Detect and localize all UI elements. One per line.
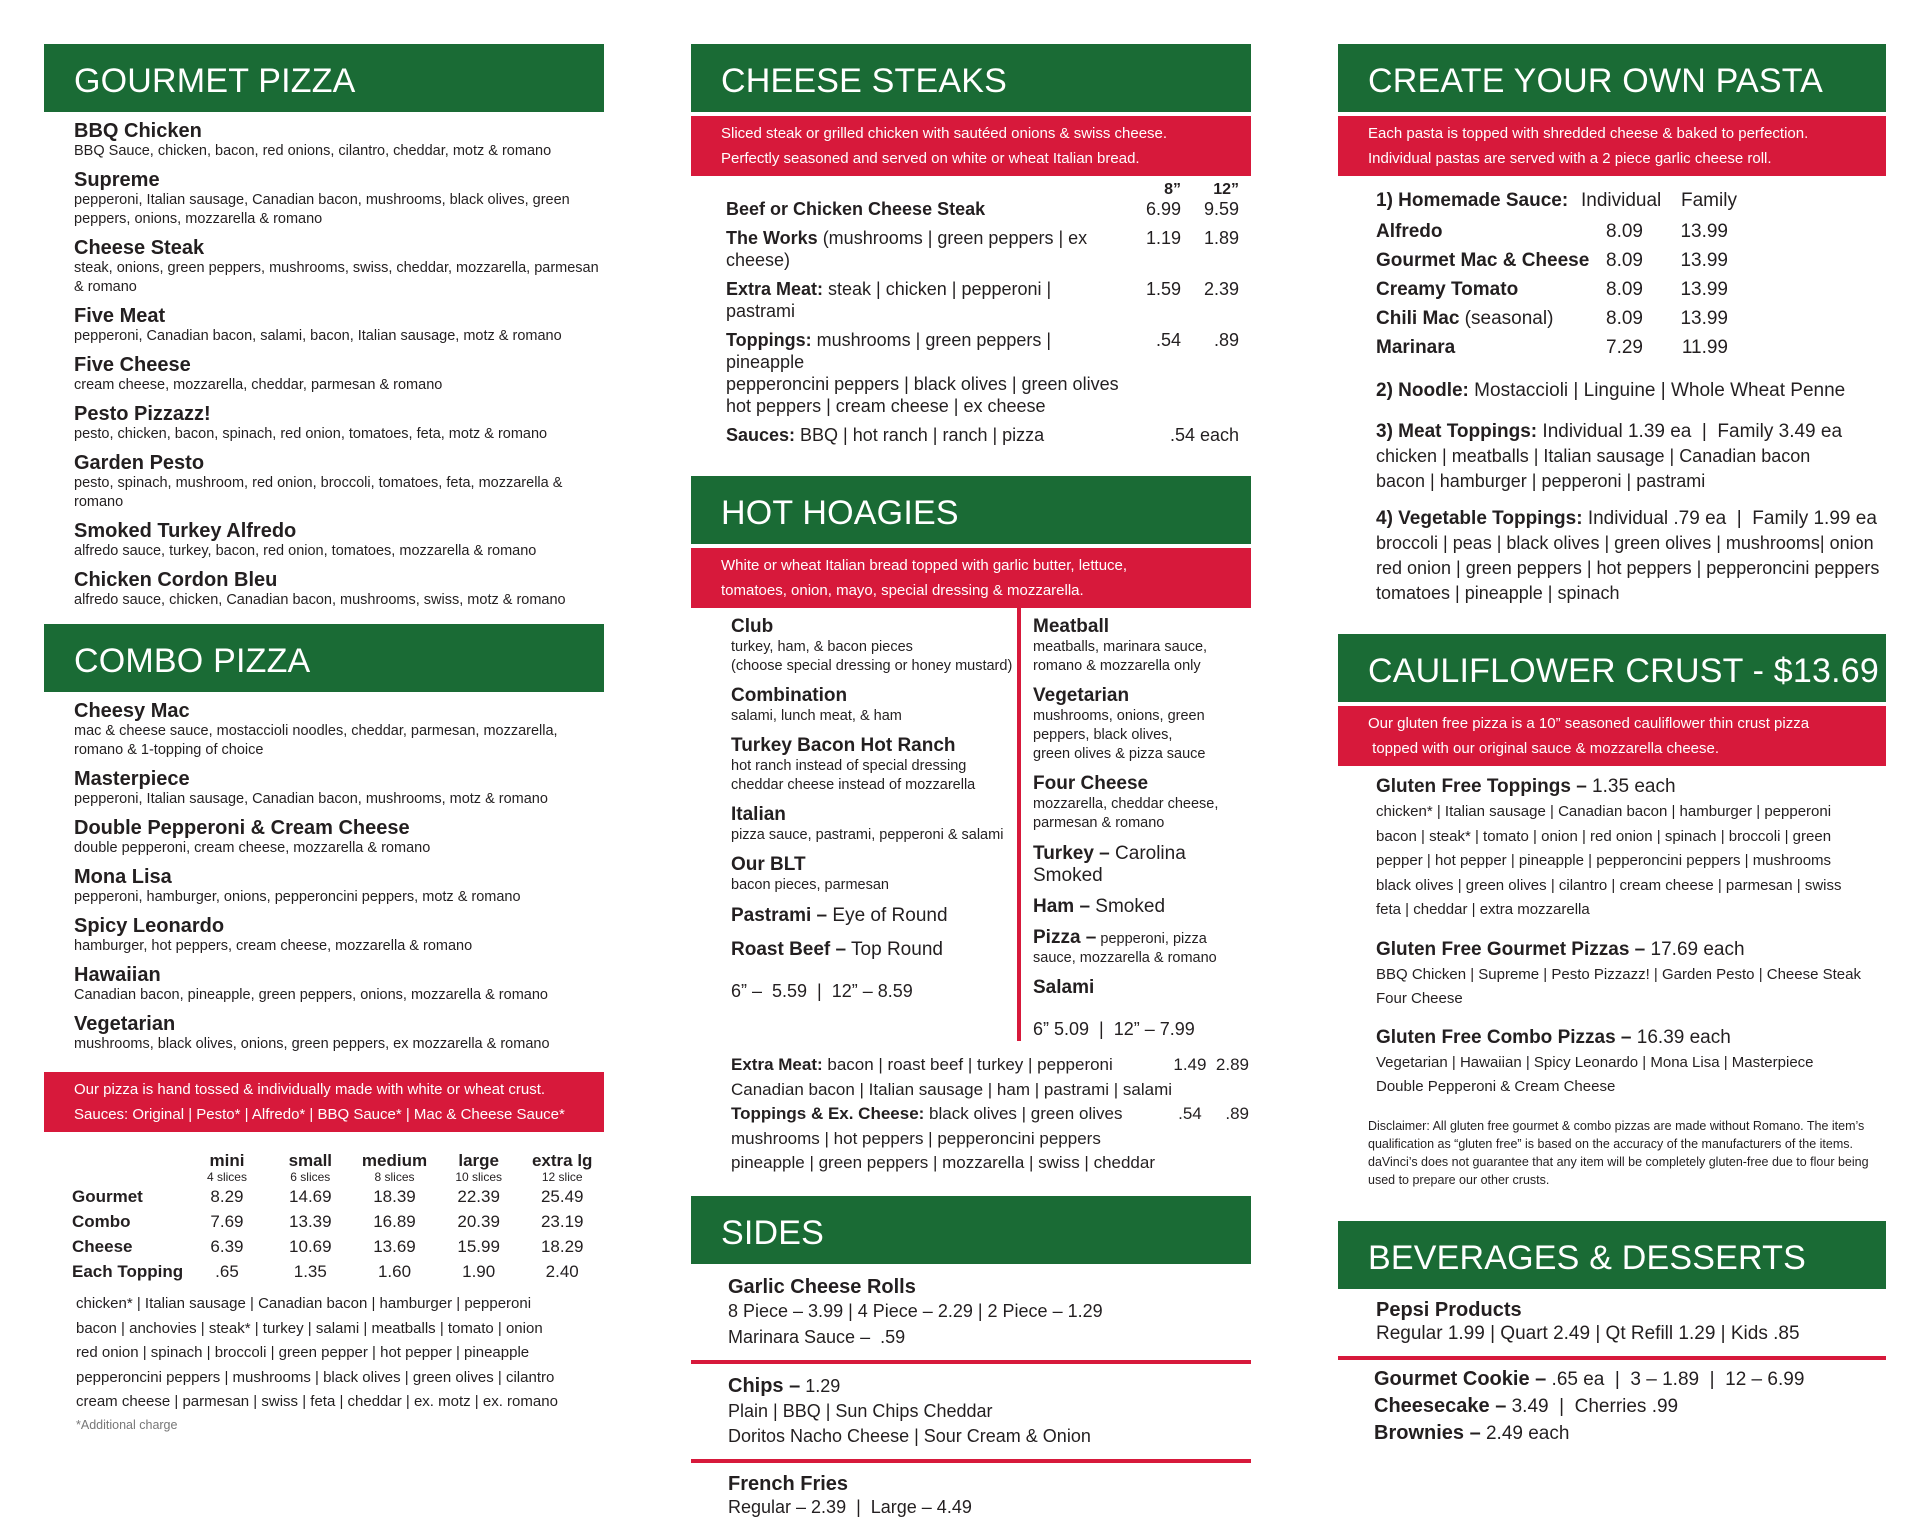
pasta-sauce-row	[1376, 304, 1886, 333]
hoagie-pizza-name: Pizza –	[1033, 927, 1097, 948]
meat-toppings-prices: Individual 1.39 ea | Family 3.49 ea	[1537, 421, 1843, 442]
size-12-inch-label: 12”	[1213, 181, 1239, 198]
price-cell: 7.69	[210, 1211, 244, 1231]
hoagie-toppings-line2: mushrooms | hot peppers | pepperoncini peppers	[731, 1128, 1101, 1148]
price-cell: 18.39	[373, 1186, 416, 1206]
steak-toppings-row	[726, 329, 1239, 373]
gourmet-pizza-name: Garden Pesto	[74, 452, 205, 474]
hoagies-left-column	[691, 608, 1021, 1041]
hoagie-combination-name: Combination	[731, 685, 848, 706]
gourmet-pizza-desc: alfredo sauce, turkey, bacon, red onion, tomatoes, mozzarella & romano	[74, 543, 537, 559]
size-slices: 4 slices	[206, 1170, 247, 1184]
pasta-note	[1338, 116, 1886, 176]
size-name: large	[458, 1151, 499, 1170]
gourmet-pizza-item	[44, 520, 604, 561]
combo-pizza-item	[44, 915, 604, 956]
pasta-sauce-individual-price: 7.29	[1606, 337, 1643, 358]
hoagie-pastrami-desc: Eye of Round	[827, 905, 948, 926]
pizza-crust-note-line1: Our pizza is hand tossed & individually made with white or wheat crust.	[74, 1081, 546, 1098]
pepsi-products-prices: Regular 1.99 | Quart 2.49 | Qt Refill 1.29 | Kids .85	[1376, 1322, 1800, 1344]
price-row-label: Combo	[72, 1211, 131, 1231]
hoagie-meatball-name: Meatball	[1033, 616, 1110, 637]
size-name: extra lg	[531, 1151, 593, 1170]
pasta-family-label: Family	[1681, 190, 1737, 211]
price-cell: 10.69	[289, 1236, 332, 1256]
size-slices: 6 slices	[290, 1170, 331, 1184]
gf-gourmet-line1: BBQ Chicken | Supreme | Pesto Pizzazz! | Garden Pesto | Cheese Steak	[1376, 965, 1861, 983]
pizza-price-table	[72, 1152, 604, 1284]
the-works-price-8: 1.19	[1145, 228, 1181, 248]
gourmet-pizza-desc: BBQ Sauce, chicken, bacon, red onions, cilantro, cheddar, motz & romano	[74, 143, 552, 159]
steak-extra-meat-row	[726, 278, 1239, 322]
price-cell: 13.39	[289, 1211, 332, 1231]
gourmet-pizza-name: Cheese Steak	[74, 237, 205, 259]
hoagie-blt-desc: bacon pieces, parmesan	[731, 877, 889, 893]
steak-toppings-price-12: .89	[1213, 330, 1239, 350]
gf-toppings-line: chicken* | Italian sausage | Canadian bacon | hamburger | pepperoni	[1376, 803, 1832, 820]
steak-toppings-price-8: .54	[1155, 330, 1181, 350]
gourmet-cookie-name: Gourmet Cookie –	[1374, 1367, 1547, 1390]
combo-pizza-list	[44, 700, 604, 1054]
price-cell: 22.39	[457, 1186, 500, 1206]
pasta-sauce-name	[1376, 304, 1566, 333]
cauliflower-crust-note	[1338, 706, 1886, 766]
price-row-label: Cheese	[72, 1236, 133, 1256]
size-name: mini	[209, 1151, 245, 1170]
cheese-steaks-note	[691, 116, 1251, 176]
price-cell: 1.60	[377, 1261, 412, 1281]
vegetable-toppings-line2: red onion | green peppers | hot peppers | pepperoncini peppers	[1376, 558, 1880, 578]
pasta-header: CREATE YOUR OWN PASTA	[1338, 44, 1886, 112]
hoagie-turkey-bacon-hot-ranch-desc-1: hot ranch instead of special dressing	[731, 758, 967, 774]
brownies-name: Brownies –	[1374, 1421, 1481, 1444]
combo-pizza-desc: hamburger, hot peppers, cream cheese, mozzarella & romano	[74, 938, 473, 954]
combo-pizza-item	[44, 768, 604, 809]
pepsi-products-name: Pepsi Products	[1376, 1298, 1522, 1321]
gf-toppings-line: pepper | hot pepper | pineapple | pepperoncini peppers | mushrooms	[1376, 852, 1832, 869]
cheese-steaks-menu	[691, 176, 1251, 446]
pasta-sauces-list	[1376, 217, 1886, 362]
hoagie-combination-desc: salami, lunch meat, & ham	[731, 708, 902, 724]
hoagie-extras	[691, 1041, 1251, 1176]
gourmet-pizza-name: Five Meat	[74, 305, 166, 327]
chips-price: 1.29	[800, 1375, 841, 1396]
price-row	[72, 1234, 604, 1259]
price-cell: 6.39	[210, 1236, 244, 1256]
gourmet-pizza-name: BBQ Chicken	[74, 120, 202, 142]
noodle-heading: 2) Noodle:	[1376, 380, 1469, 401]
chips-flavors-1: Plain | BBQ | Sun Chips Cheddar	[728, 1400, 993, 1421]
price-cell: 25.49	[540, 1186, 584, 1206]
hoagie-four-cheese-desc-1: mozzarella, cheddar cheese,	[1033, 796, 1219, 812]
pasta-sauce-individual-price: 8.09	[1606, 308, 1643, 329]
gourmet-pizza-desc: pesto, chicken, bacon, spinach, red onion, tomatoes, feta, motz & romano	[74, 426, 548, 442]
cheesecake-name: Cheesecake –	[1374, 1394, 1507, 1417]
pizza-toppings-line: cream cheese | parmesan | swiss | feta | cheddar | ex. motz | ex. romano	[76, 1393, 558, 1410]
hoagie-vegetarian-name: Vegetarian	[1033, 685, 1130, 706]
french-fries-prices: Regular – 2.39 | Large – 4.49	[728, 1496, 972, 1517]
additional-charge-footnote: *Additional charge	[76, 1417, 178, 1432]
hoagie-ham-desc: Smoked	[1090, 896, 1166, 917]
hoagie-extra-meat-name: Extra Meat:	[731, 1055, 823, 1074]
gourmet-pizza-desc: pepperoni, Italian sausage, Canadian bacon, mushrooms, black olives, green peppers, onions, mozzarella & romano	[74, 192, 570, 227]
sides-garlic-rolls	[691, 1264, 1251, 1360]
size-8-inch-label: 8”	[1164, 181, 1181, 198]
hoagies-right-column	[1021, 608, 1251, 1041]
cheese-steaks-header: CHEESE STEAKS	[691, 44, 1251, 112]
desserts	[1338, 1360, 1886, 1447]
hoagie-four-cheese-desc-2: parmesan & romano	[1033, 815, 1165, 831]
vegetable-toppings-heading: 4) Vegetable Toppings:	[1376, 508, 1583, 529]
steak-toppings-line3: hot peppers | cream cheese | ex cheese	[726, 396, 1046, 416]
beverages-desserts-header: BEVERAGES & DESSERTS	[1338, 1221, 1886, 1289]
steak-extra-meat-name: Extra Meat:	[726, 279, 824, 299]
hoagie-toppings-desc: black olives | green olives	[924, 1104, 1123, 1123]
price-cell: 13.69	[373, 1236, 416, 1256]
steak-sauces-row	[726, 424, 1239, 446]
gf-toppings-price: 1.35 each	[1586, 776, 1676, 797]
hoagies-menu	[691, 608, 1251, 1041]
combo-pizza-name: Double Pepperoni & Cream Cheese	[74, 817, 410, 839]
size-name: medium	[361, 1151, 428, 1170]
hot-hoagies-note-line2: tomatoes, onion, mayo, special dressing & mozzarella.	[721, 582, 1084, 599]
hoagie-salami-name: Salami	[1033, 977, 1095, 998]
price-cell: 14.69	[289, 1186, 332, 1206]
the-works-price-12: 1.89	[1203, 228, 1239, 248]
vegetable-toppings-line1: broccoli | peas | black olives | green olives | mushrooms| onion	[1376, 533, 1874, 553]
brownies-price: 2.49 each	[1480, 1422, 1570, 1444]
gf-gourmet-price: 17.69 each	[1645, 938, 1745, 960]
pasta-sauce-row	[1376, 333, 1886, 362]
combo-pizza-desc: pepperoni, hamburger, onions, pepperoncini peppers, motz & romano	[74, 889, 521, 905]
steak-toppings-desc: mushrooms | green peppers | pineapple	[726, 330, 1052, 372]
pasta-note-line2: Individual pastas are served with a 2 piece garlic cheese roll.	[1368, 150, 1772, 167]
cheesecake-prices: 3.49 | Cherries .99	[1506, 1395, 1679, 1417]
gourmet-pizza-desc: steak, onions, green peppers, mushrooms, swiss, cheddar, mozzarella, parmesan & romano	[74, 260, 599, 295]
hoagie-toppings-name: Toppings & Ex. Cheese:	[731, 1104, 925, 1123]
size-name: small	[288, 1151, 333, 1170]
pasta-sauce-label: Marinara	[1376, 337, 1456, 358]
pasta-sauce-family-price: 13.99	[1680, 221, 1728, 242]
gourmet-pizza-name: Supreme	[74, 169, 160, 191]
gourmet-pizza-item	[44, 403, 604, 444]
hoagie-extra-meat-line2: Canadian bacon | Italian sausage | ham | pastrami | salami	[731, 1079, 1173, 1099]
steak-sauces-price: .54 each	[1169, 425, 1239, 445]
price-cell: 1.90	[462, 1261, 496, 1281]
price-cell: 15.99	[457, 1236, 500, 1256]
gourmet-pizza-item	[44, 237, 604, 297]
hoagie-ham-name: Ham –	[1033, 896, 1091, 917]
gf-gourmet-line2: Four Cheese	[1376, 989, 1463, 1007]
gourmet-pizza-name: Five Cheese	[74, 354, 191, 376]
hoagie-italian-desc: pizza sauce, pastrami, pepperoni & salami	[731, 827, 1004, 843]
combo-pizza-header: COMBO PIZZA	[44, 624, 604, 692]
chips-name: Chips –	[728, 1374, 801, 1397]
pizza-toppings-line: bacon | anchovies | steak* | turkey | salami | meatballs | tomato | onion	[76, 1319, 543, 1337]
pasta-sauce-row	[1376, 217, 1886, 246]
pasta-sauce-row	[1376, 246, 1886, 275]
hoagie-italian-name: Italian	[731, 804, 786, 825]
gourmet-pizza-desc: alfredo sauce, chicken, Canadian bacon, mushrooms, swiss, motz & romano	[74, 592, 566, 608]
marinara-sauce-price: Marinara Sauce – .59	[728, 1326, 906, 1347]
meat-toppings-line2: bacon | hamburger | pepperoni | pastrami	[1376, 471, 1706, 491]
cauliflower-crust-header: CAULIFLOWER CRUST - $13.69	[1338, 634, 1886, 702]
vegetable-toppings-line3: tomatoes | pineapple | spinach	[1376, 583, 1620, 603]
size-header-0	[185, 1152, 268, 1184]
hoagie-vegetarian-desc-1: mushrooms, onions, green	[1033, 708, 1205, 724]
pizza-toppings-line: pepperoncini peppers | mushrooms | black olives | green olives | cilantro	[76, 1368, 555, 1386]
price-row-label: Gourmet	[72, 1186, 143, 1206]
gf-combo-price: 16.39 each	[1631, 1026, 1731, 1048]
hoagie-pastrami-name: Pastrami –	[731, 905, 828, 926]
gourmet-pizza-item	[44, 169, 604, 229]
gf-combo-heading: Gluten Free Combo Pizzas –	[1376, 1026, 1632, 1048]
pasta-note-line1: Each pasta is topped with shredded cheese & baked to perfection.	[1368, 125, 1809, 142]
hoagie-toppings-line3: pineapple | green peppers | mozzarella | swiss | cheddar	[731, 1153, 1156, 1172]
hoagie-roast-beef-desc: Top Round	[846, 939, 943, 960]
combo-pizza-desc: Canadian bacon, pineapple, green peppers, onions, mozzarella & romano	[74, 987, 548, 1003]
gluten-free-disclaimer: Disclaimer: All gluten free gourmet & combo pizzas are made without Romano. The item’s qualification as “gluten free” is based on the accuracy of the manufacturers of the items. daVinci’s does not guarantee that any item will be completely gluten-free due to flour being used to prepare our other crusts.	[1368, 1118, 1869, 1187]
pizza-toppings-line: chicken* | Italian sausage | Canadian bacon | hamburger | pepperoni	[76, 1295, 532, 1312]
combo-pizza-item	[44, 964, 604, 1005]
vegetable-toppings-prices: Individual .79 ea | Family 1.99 ea	[1582, 508, 1877, 529]
meat-toppings-line1: chicken | meatballs | Italian sausage | Canadian bacon	[1376, 446, 1811, 466]
pizza-crust-note	[44, 1072, 604, 1132]
size-header-3	[437, 1152, 521, 1184]
price-row	[72, 1209, 604, 1234]
sides-fries	[691, 1463, 1251, 1520]
gf-toppings-list	[1376, 800, 1886, 923]
hoagie-club-desc-2: (choose special dressing or honey mustard)	[731, 658, 1013, 674]
pasta-sauce-extra: (seasonal)	[1459, 308, 1554, 329]
pasta-sauce-family-price: 11.99	[1681, 337, 1728, 358]
gf-toppings-line: feta | cheddar | extra mozzarella	[1376, 901, 1590, 918]
combo-pizza-item	[44, 1013, 604, 1054]
gourmet-pizza-item	[44, 120, 604, 161]
gf-toppings-line: black olives | green olives | cilantro | cream cheese | parmesan | swiss	[1376, 876, 1842, 894]
hoagie-club-desc-1: turkey, ham, & bacon pieces	[731, 639, 913, 655]
hoagie-meatball-desc-2: romano & mozzarella only	[1033, 658, 1201, 674]
combo-pizza-name: Cheesy Mac	[74, 700, 190, 722]
hoagie-extra-meat-prices: 1.49 2.89	[1173, 1055, 1249, 1074]
pasta-sauce-row	[1376, 275, 1886, 304]
gourmet-pizza-desc: cream cheese, mozzarella, cheddar, parmesan & romano	[74, 377, 443, 393]
size-header-1	[269, 1152, 353, 1184]
hoagie-turkey-name: Turkey –	[1033, 843, 1110, 864]
steak-extra-meat-desc: steak | chicken | pepperoni | pastrami	[726, 279, 1052, 321]
hoagie-blt-name: Our BLT	[731, 854, 806, 875]
gourmet-pizza-desc: pesto, spinach, mushroom, red onion, broccoli, tomatoes, feta, mozzarella & romano	[74, 475, 563, 510]
size-slices: 12 slice	[541, 1170, 583, 1184]
gourmet-pizza-item	[44, 354, 604, 395]
hoagie-left-price: 6” – 5.59 | 12” – 8.59	[731, 981, 913, 1001]
hoagie-right-price: 6” 5.09 | 12” – 7.99	[1033, 1019, 1195, 1039]
combo-pizza-item	[44, 817, 604, 858]
beverages	[1338, 1289, 1886, 1356]
garlic-rolls-name: Garlic Cheese Rolls	[728, 1275, 916, 1298]
size-slices: 8 slices	[374, 1170, 415, 1184]
cauliflower-note-line2: topped with our original sauce & mozzarella cheese.	[1368, 740, 1720, 757]
price-row	[72, 1184, 604, 1209]
hoagie-vegetarian-desc-2: peppers, black olives,	[1033, 727, 1173, 743]
combo-pizza-name: Hawaiian	[74, 964, 161, 986]
hoagie-turkey-desc: Carolina Smoked	[1033, 843, 1186, 886]
price-row	[72, 1259, 604, 1284]
beef-chicken-steak-price-8: 6.99	[1145, 199, 1181, 219]
hoagie-pizza-desc-1: pepperoni, pizza	[1096, 931, 1207, 947]
pasta-sauce-name	[1376, 333, 1566, 362]
column-sandwiches	[691, 44, 1251, 1520]
pasta-menu	[1338, 176, 1886, 606]
cauliflower-note-line1: Our gluten free pizza is a 10” seasoned cauliflower thin crust pizza	[1368, 715, 1810, 732]
beef-chicken-steak-row	[726, 198, 1239, 220]
price-row-label: Each Topping	[72, 1261, 184, 1281]
the-works-desc: (mushrooms | green peppers | ex cheese)	[726, 228, 1088, 270]
pasta-sauce-individual-price: 8.09	[1606, 279, 1643, 300]
cheese-steaks-note-line1: Sliced steak or grilled chicken with sautéed onions & swiss cheese.	[721, 125, 1168, 142]
combo-pizza-name: Vegetarian	[74, 1013, 176, 1035]
pizza-sauces-note-line2: Sauces: Original | Pesto* | Alfredo* | BBQ Sauce* | Mac & Cheese Sauce*	[74, 1106, 565, 1123]
pizza-toppings-line: red onion | spinach | broccoli | green pepper | hot pepper | pineapple	[76, 1344, 530, 1361]
gluten-free-menu	[1338, 766, 1886, 1099]
hoagie-toppings-prices: .54 .89	[1178, 1104, 1249, 1123]
steak-sauces-name: Sauces:	[726, 425, 796, 445]
combo-pizza-desc: mushrooms, black olives, onions, green peppers, ex mozzarella & romano	[74, 1036, 550, 1052]
meat-toppings-heading: 3) Meat Toppings:	[1376, 421, 1538, 442]
gourmet-pizza-item	[44, 452, 604, 512]
hoagie-turkey-bacon-hot-ranch-desc-2: cheddar cheese instead of mozzarella	[731, 777, 976, 793]
hoagie-meatball-desc-1: meatballs, marinara sauce,	[1033, 639, 1208, 655]
hot-hoagies-note-line1: White or wheat Italian bread topped with garlic butter, lettuce,	[721, 557, 1128, 574]
combo-pizza-name: Mona Lisa	[74, 866, 172, 888]
hot-hoagies-header: HOT HOAGIES	[691, 476, 1251, 544]
hoagie-four-cheese-name: Four Cheese	[1033, 773, 1149, 794]
chips-flavors-2: Doritos Nacho Cheese | Sour Cream & Onion	[728, 1425, 1091, 1446]
hoagie-roast-beef-name: Roast Beef –	[731, 939, 847, 960]
pasta-sauce-name	[1376, 275, 1566, 304]
gourmet-pizza-desc: pepperoni, Canadian bacon, salami, bacon, Italian sausage, motz & romano	[74, 328, 562, 344]
gf-toppings-line: bacon | steak* | tomato | onion | red onion | spinach | broccoli | green	[1376, 827, 1832, 845]
pasta-sauce-label: Gourmet Mac & Cheese	[1376, 250, 1590, 271]
pasta-sauce-name	[1376, 217, 1566, 246]
hot-hoagies-note	[691, 548, 1251, 608]
combo-pizza-item	[44, 700, 604, 760]
gourmet-pizza-item	[44, 305, 604, 346]
noodle-options: Mostaccioli | Linguine | Whole Wheat Penne	[1468, 380, 1846, 401]
gourmet-pizza-list	[44, 120, 604, 610]
gourmet-pizza-item	[44, 569, 604, 610]
price-cell: 23.19	[540, 1211, 584, 1231]
pasta-sauce-family-price: 13.99	[1680, 250, 1728, 271]
pasta-sauce-individual-price: 8.09	[1606, 221, 1643, 242]
cheese-steaks-note-line2: Perfectly seasoned and served on white or wheat Italian bread.	[721, 150, 1140, 167]
gf-toppings-heading: Gluten Free Toppings –	[1376, 776, 1587, 797]
hoagie-turkey-bacon-hot-ranch-name: Turkey Bacon Hot Ranch	[731, 735, 956, 756]
price-cell: 1.35	[293, 1261, 327, 1281]
price-cell: .65	[215, 1261, 239, 1281]
pasta-sauce-family-price: 13.99	[1680, 308, 1728, 329]
steak-toppings-name: Toppings:	[726, 330, 812, 350]
pasta-sauce-name	[1376, 246, 1590, 275]
price-cell: 16.89	[373, 1211, 416, 1231]
price-cell: 2.40	[545, 1261, 579, 1281]
combo-pizza-desc: pepperoni, Italian sausage, Canadian bacon, mushrooms, motz & romano	[74, 791, 548, 807]
gourmet-pizza-name: Smoked Turkey Alfredo	[74, 520, 297, 542]
sides-header: SIDES	[691, 1196, 1251, 1264]
hoagie-club-name: Club	[731, 616, 774, 637]
gourmet-pizza-name: Pesto Pizzazz!	[74, 403, 211, 425]
column-pasta	[1338, 44, 1886, 1447]
combo-pizza-desc: mac & cheese sauce, mostaccioli noodles, cheddar, parmesan, mozzarella, romano & 1-topping of choice	[74, 723, 558, 758]
gf-combo-line1: Vegetarian | Hawaiian | Spicy Leonardo | Mona Lisa | Masterpiece	[1376, 1053, 1814, 1071]
column-pizza	[44, 44, 604, 1432]
sides-chips	[691, 1364, 1251, 1459]
hoagie-vegetarian-desc-3: green olives & pizza sauce	[1033, 746, 1206, 762]
french-fries-name: French Fries	[728, 1472, 849, 1495]
hoagie-extra-meat-desc: bacon | roast beef | turkey | pepperoni	[822, 1055, 1113, 1074]
combo-pizza-desc: double pepperoni, cream cheese, mozzarella & romano	[74, 840, 431, 856]
pizza-toppings-list	[44, 1292, 604, 1415]
combo-pizza-name: Masterpiece	[74, 768, 190, 790]
the-works-name: The Works	[726, 228, 818, 248]
pasta-sauce-label: Chili Mac	[1376, 308, 1460, 329]
the-works-row	[726, 227, 1239, 271]
size-slices: 10 slices	[455, 1170, 503, 1184]
steak-extra-meat-price-12: 2.39	[1203, 279, 1239, 299]
gf-combo-line2: Double Pepperoni & Cream Cheese	[1376, 1077, 1616, 1095]
size-header-4	[520, 1152, 604, 1184]
gf-gourmet-heading: Gluten Free Gourmet Pizzas –	[1376, 938, 1646, 960]
price-cell: 20.39	[457, 1211, 500, 1231]
price-cell: 18.29	[540, 1236, 584, 1256]
beef-chicken-steak-price-12: 9.59	[1203, 199, 1239, 219]
garlic-rolls-prices: 8 Piece – 3.99 | 4 Piece – 2.29 | 2 Piece – 1.29	[728, 1300, 1103, 1321]
pasta-sauce-label: Alfredo	[1376, 221, 1443, 242]
pasta-sauce-heading: 1) Homemade Sauce:	[1376, 190, 1569, 211]
steak-extra-meat-price-8: 1.59	[1145, 279, 1181, 299]
gourmet-pizza-name: Chicken Cordon Bleu	[74, 569, 278, 591]
beef-chicken-steak-name: Beef or Chicken Cheese Steak	[726, 199, 986, 219]
steak-sauces-desc: BBQ | hot ranch | ranch | pizza	[795, 425, 1045, 445]
combo-pizza-item	[44, 866, 604, 907]
price-cell: 8.29	[210, 1186, 244, 1206]
pasta-individual-label: Individual	[1581, 190, 1662, 211]
pasta-sauce-individual-price: 8.09	[1606, 250, 1643, 271]
steak-toppings-line2: pepperoncini peppers | black olives | green olives	[726, 374, 1119, 394]
size-header-2	[352, 1152, 437, 1184]
hoagie-pizza-desc-2: sauce, mozzarella & romano	[1033, 950, 1217, 966]
gourmet-cookie-prices: .65 ea | 3 – 1.89 | 12 – 6.99	[1546, 1368, 1805, 1390]
gourmet-pizza-header: GOURMET PIZZA	[44, 44, 604, 112]
pasta-sauce-family-price: 13.99	[1680, 279, 1728, 300]
pasta-sauce-label: Creamy Tomato	[1376, 279, 1519, 300]
combo-pizza-name: Spicy Leonardo	[74, 915, 225, 937]
